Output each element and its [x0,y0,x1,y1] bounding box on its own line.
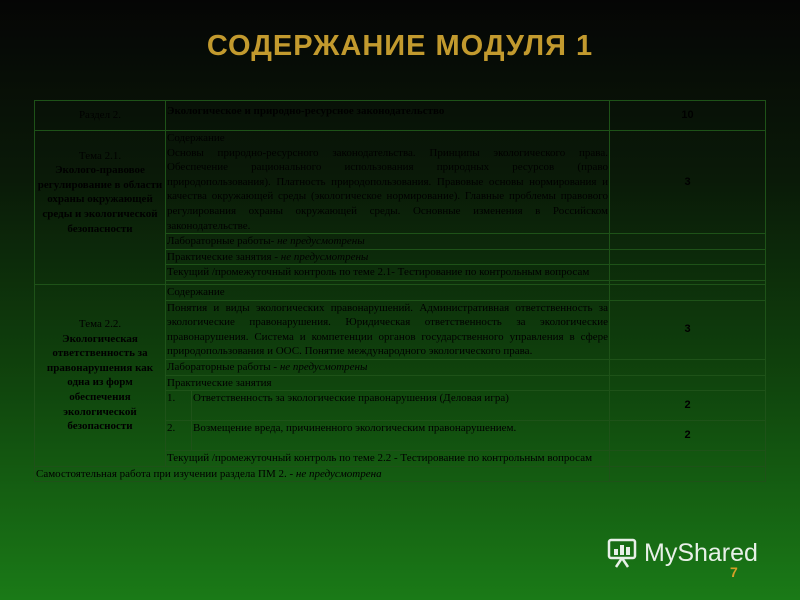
theme1-practice: Практические занятия - не предусмотрены [166,249,610,265]
section-label: Раздел 2. [35,101,166,131]
theme1-title: Эколого-правовое регулирование в области охраны окружающей среды и экологической безопасности [37,164,163,235]
theme2-lab: Лабораторные работы - не предусмотрены [166,359,610,375]
theme1-lab: Лабораторные работы- не предусмотрены [166,234,610,250]
practice-item-text: Ответственность за экологические правонарушения (Деловая игра) [192,391,610,421]
theme2-cell [35,284,166,466]
theme1-label: Тема 2.1. [78,149,122,162]
practice-item-hours: 2 [610,391,766,421]
theme1-hours: 3 [610,131,766,234]
practice-item-num: 2. [166,421,192,451]
section-title: Экологическое и природно-ресурсное законодательство [166,101,610,131]
practice-item-num: 1. [166,391,192,421]
theme2-title: Экологическая ответственность за правонарушения как одна из форм обеспечения экологической безопасности [46,332,154,433]
theme1-content-header: Содержание [167,132,225,144]
theme2-content-text: Понятия и виды экологических правонарушений. Административная ответственность за экологические правонарушения. Юридическая ответственность за экологические правонарушения. Система и компетенции органов государственного управления в сфере природопользования и ООС. Понятие международного экологического права. [166,300,610,359]
section-hours: 10 [610,101,766,131]
page-number: 7 [730,564,738,580]
theme1-control: Текущий /промежуточный контроль по теме 2.1- Тестирование по контрольным вопросам [166,265,610,281]
theme1-content-text: Основы природно-ресурсного законодательства. Принципы экологического права. Обеспечение рационального использования природных ресурсов (право природопользования). Платность природопользования. Правовые основы нормирования и качества окружающей среды (экологическое нормирование). Главные проблемы правового регулирования охраны окружающей среды. Основные изменения в Российском законодательстве. [167,146,608,232]
logo-text: MyShared [644,538,758,567]
theme1-content [166,131,610,234]
module-content-table [34,100,766,482]
theme1-cell [35,131,166,285]
presentation-icon [606,536,640,570]
theme2-content-header: Содержание [166,284,610,300]
independent-work: Самостоятельная работа при изучении раздела ПМ 2. - не предусмотрена [35,466,610,482]
practice-item-hours: 2 [610,421,766,451]
theme2-practice-header: Практические занятия [166,375,610,391]
slide-title: СОДЕРЖАНИЕ МОДУЛЯ 1 [206,30,594,62]
theme2-label: Тема 2.2. [78,317,122,330]
theme2-hours: 3 [610,300,766,359]
practice-item-text: Возмещение вреда, причиненного экологическим правонарушением. [192,421,610,451]
theme2-control: Текущий /промежуточный контроль по теме 2.2 - Тестирование по контрольным вопросам [166,451,610,467]
